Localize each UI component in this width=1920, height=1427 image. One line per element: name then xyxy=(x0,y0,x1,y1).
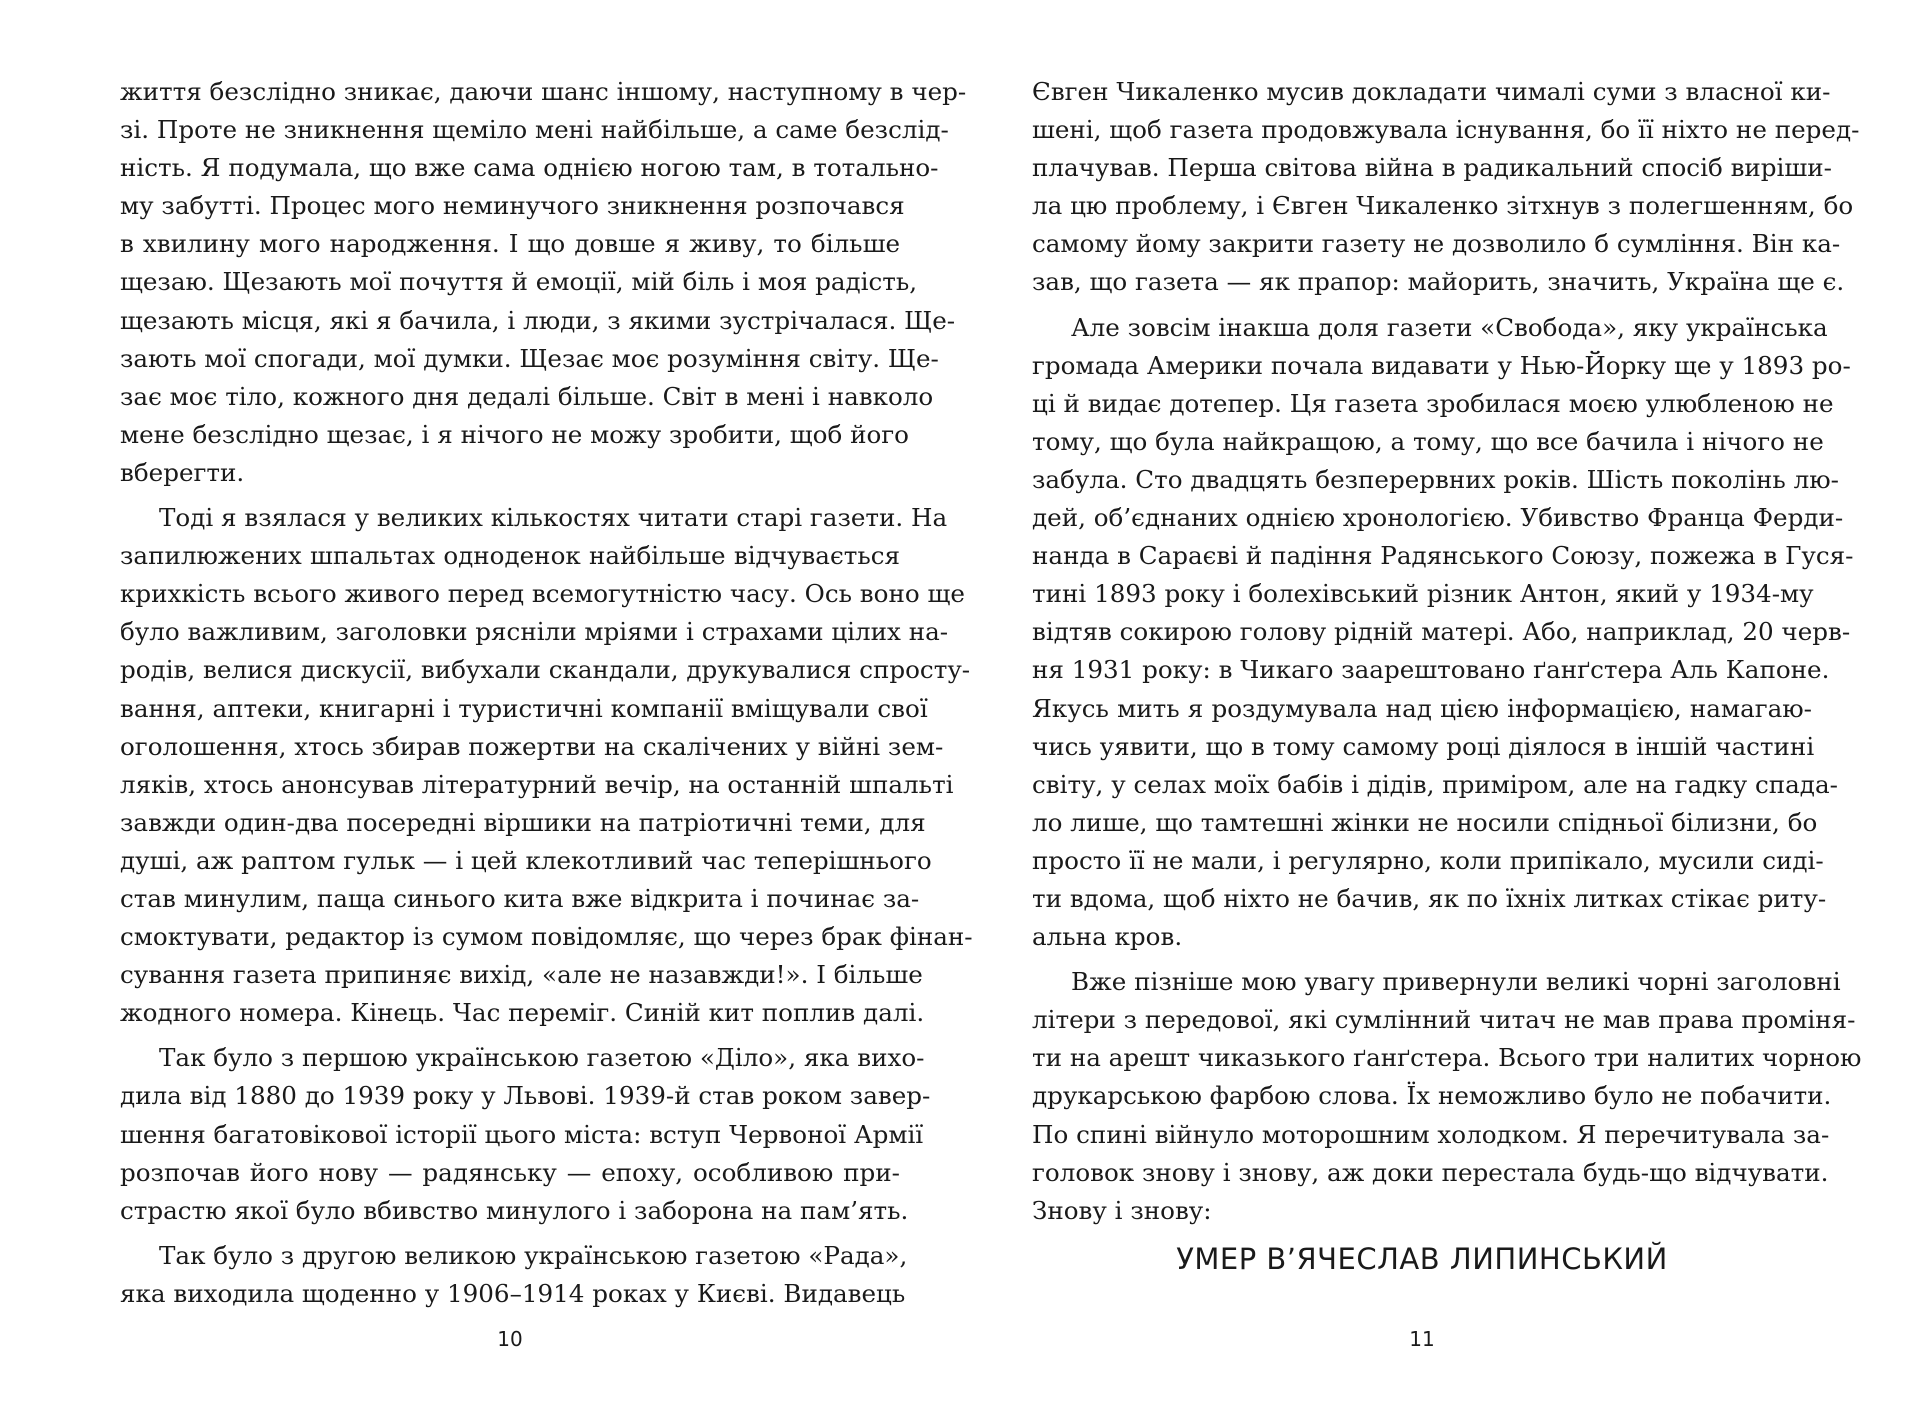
paragraph-gap xyxy=(1032,956,1812,963)
text-line: щезають місця, які я бачила, і люди, з якими зустрічалася. Ще- xyxy=(120,305,956,335)
text-line: Знову і знову: xyxy=(1032,1195,1212,1225)
text-line: крихкість всього живого перед всемогутністю часу. Ось воно ще xyxy=(120,579,965,609)
text-line: завжди один-два посередні віршики на патріотичні теми, для xyxy=(120,807,926,837)
text-line: зав, що газета — як прапор: майорить, значить, Україна ще є. xyxy=(1032,267,1845,297)
left-page xyxy=(120,73,973,1313)
text-line: родів, велися дискусії, вибухали скандали, друкувалися спросту- xyxy=(120,655,971,685)
paragraph-gap xyxy=(1032,302,1812,309)
text-line: ло лише, що тамтешні жінки не носили спідньої білизни, бо xyxy=(1032,807,1818,837)
text-line: шення багатовікової історії цього міста: вступ Червоної Армії xyxy=(120,1119,924,1149)
text-line: відтяв сокирою голову рідній матері. Або, наприклад, 20 черв- xyxy=(1032,617,1851,647)
text-line: громада Америки почала видавати у Нью-Йорку ще у 1893 ро- xyxy=(1032,350,1851,380)
text-line: тині 1893 року і болехівський різник Антон, який у 1934-му xyxy=(1032,579,1814,609)
text-line: самому йому закрити газету не дозволило б сумління. Він ка- xyxy=(1032,229,1841,259)
text-line: му забутті. Процес мого неминучого зникнення розпочався xyxy=(120,191,905,221)
text-line: мене безслідно щезає, і я нічого не можу зробити, щоб його xyxy=(120,419,909,449)
text-line: дила від 1880 до 1939 року у Львові. 1939-й став роком завер- xyxy=(120,1081,931,1111)
text-line: ляків, хтось анонсував літературний вечір, на останній шпальті xyxy=(120,769,954,799)
text-line: життя безслідно зникає, даючи шанс іншому, наступному в чер- xyxy=(120,77,967,106)
text-line: сування газета припиняє вихід, «але не назавжди!». І більше xyxy=(120,960,923,990)
text-line: запилюжених шпальтах одноденок найбільше відчувається xyxy=(120,541,900,571)
text-line: ти на арешт чиказького ґанґстера. Всього три налитих чорною xyxy=(1032,1043,1862,1073)
text-line: По спині війнуло моторошним холодком. Я перечитувала за- xyxy=(1032,1119,1830,1149)
text-line: головок знову і знову, аж доки перестала будь-що відчувати. xyxy=(1032,1157,1829,1187)
text-line: жодного номера. Кінець. Час переміг. Синій кит поплив далі. xyxy=(120,998,925,1028)
text-line: забула. Сто двадцять безперервних років. Шість поколінь лю- xyxy=(1032,464,1839,494)
text-line: зає моє тіло, кожного дня дедалі більше. Світ в мені і навколо xyxy=(120,381,934,411)
text-line: Євген Чикаленко мусив докладати чималі суми з власної ки- xyxy=(1032,77,1831,106)
text-line: Так було з другою великою українською газетою «Рада», xyxy=(159,1240,908,1270)
text-line: став минулим, паща синього кита вже відкрита і починає за- xyxy=(120,883,920,913)
paragraph-gap xyxy=(120,1230,900,1237)
text-line: тому, що була найкращою, а тому, що все бачила і нічого не xyxy=(1032,426,1824,456)
text-line: нанда в Сараєві й падіння Радянського Союзу, пожежа в Гуся- xyxy=(1032,541,1854,571)
text-line: зають мої спогади, мої думки. Щезає моє розуміння світу. Ще- xyxy=(120,343,939,373)
text-line: смоктувати, редактор із сумом повідомляє, що через брак фінан- xyxy=(120,922,973,952)
text-line: ня 1931 року: в Чикаго заарештовано ґанґстера Аль Капоне. xyxy=(1032,655,1830,685)
text-line: світу, у селах моїх бабів і дідів, приміром, але на гадку спада- xyxy=(1032,769,1838,799)
text-line: ність. Я подумала, що вже сама однією ногою там, в тотально- xyxy=(120,153,939,183)
text-line: друкарською фарбою слова. Їх неможливо було не побачити. xyxy=(1032,1081,1832,1111)
text-line: альна кров. xyxy=(1032,922,1183,952)
newspaper-headline: УМЕР В’ЯЧЕСЛАВ ЛИПИНСЬКИЙ xyxy=(1176,1242,1668,1276)
text-line: Так було з першою українською газетою «Діло», яка вихо- xyxy=(159,1043,925,1073)
text-line: плачував. Перша світова війна в радикальний спосіб виріши- xyxy=(1032,153,1832,183)
text-line: ці й видає дотепер. Ця газета зробилася моєю улюбленою не xyxy=(1032,388,1834,418)
text-line: яка виходила щоденно у 1906–1914 роках у Києві. Видавець xyxy=(120,1278,906,1308)
text-line: Вже пізніше мою увагу привернули великі чорні заголовні xyxy=(1071,967,1841,997)
text-line: Якусь мить я роздумувала над цією інформацією, намагаю- xyxy=(1032,693,1812,723)
paragraph-gap xyxy=(120,1032,900,1039)
page-number-right: 11 xyxy=(1409,1327,1435,1351)
text-line: вберегти. xyxy=(120,457,245,487)
text-line: душі, аж раптом гульк — і цей клекотливий час теперішнього xyxy=(120,845,932,875)
text-line: розпочав його нову — радянську — епоху, особливою при- xyxy=(120,1157,900,1187)
text-line: Тоді я взялася у великих кількостях читати старі газети. На xyxy=(159,503,948,533)
text-line: щезаю. Щезають мої почуття й емоції, мій біль і моя радість, xyxy=(120,267,918,297)
text-line: зі. Проте не зникнення щеміло мені найбільше, а саме безслід- xyxy=(120,115,949,145)
text-line: ти вдома, щоб ніхто не бачив, як по їхніх литках стікає риту- xyxy=(1032,883,1827,913)
text-line: літери з передової, які сумлінний читач не мав права проміня- xyxy=(1032,1005,1856,1035)
text-line: дей, об’єднаних однією хронологією. Убивство Франца Ферди- xyxy=(1032,503,1844,533)
right-page xyxy=(1032,73,1862,1230)
text-line: просто її не мали, і регулярно, коли припікало, мусили сиді- xyxy=(1032,845,1824,875)
paragraph-gap xyxy=(120,492,900,499)
text-line: страстю якої було вбивство минулого і заборона на пам’ять. xyxy=(120,1195,909,1225)
page-number-left: 10 xyxy=(497,1327,523,1351)
text-line: чись уявити, що в тому самому році діялося в іншій частині xyxy=(1032,731,1815,761)
text-line: ла цю проблему, і Євген Чикаленко зітхнув з полегшенням, бо xyxy=(1032,191,1854,221)
text-line: Але зовсім інакша доля газети «Свобода», яку українська xyxy=(1071,312,1828,342)
text-line: вання, аптеки, книгарні і туристичні компанії вміщували свої xyxy=(120,693,928,723)
text-line: шені, щоб газета продовжувала існування, бо її ніхто не перед- xyxy=(1032,115,1860,145)
text-line: в хвилину мого народження. І що довше я живу, то більше xyxy=(120,229,900,259)
text-line: було важливим, заголовки рясніли мріями і страхами цілих на- xyxy=(120,617,949,647)
text-line: оголошення, хтось збирав пожертви на скалічених у війні зем- xyxy=(120,731,944,761)
